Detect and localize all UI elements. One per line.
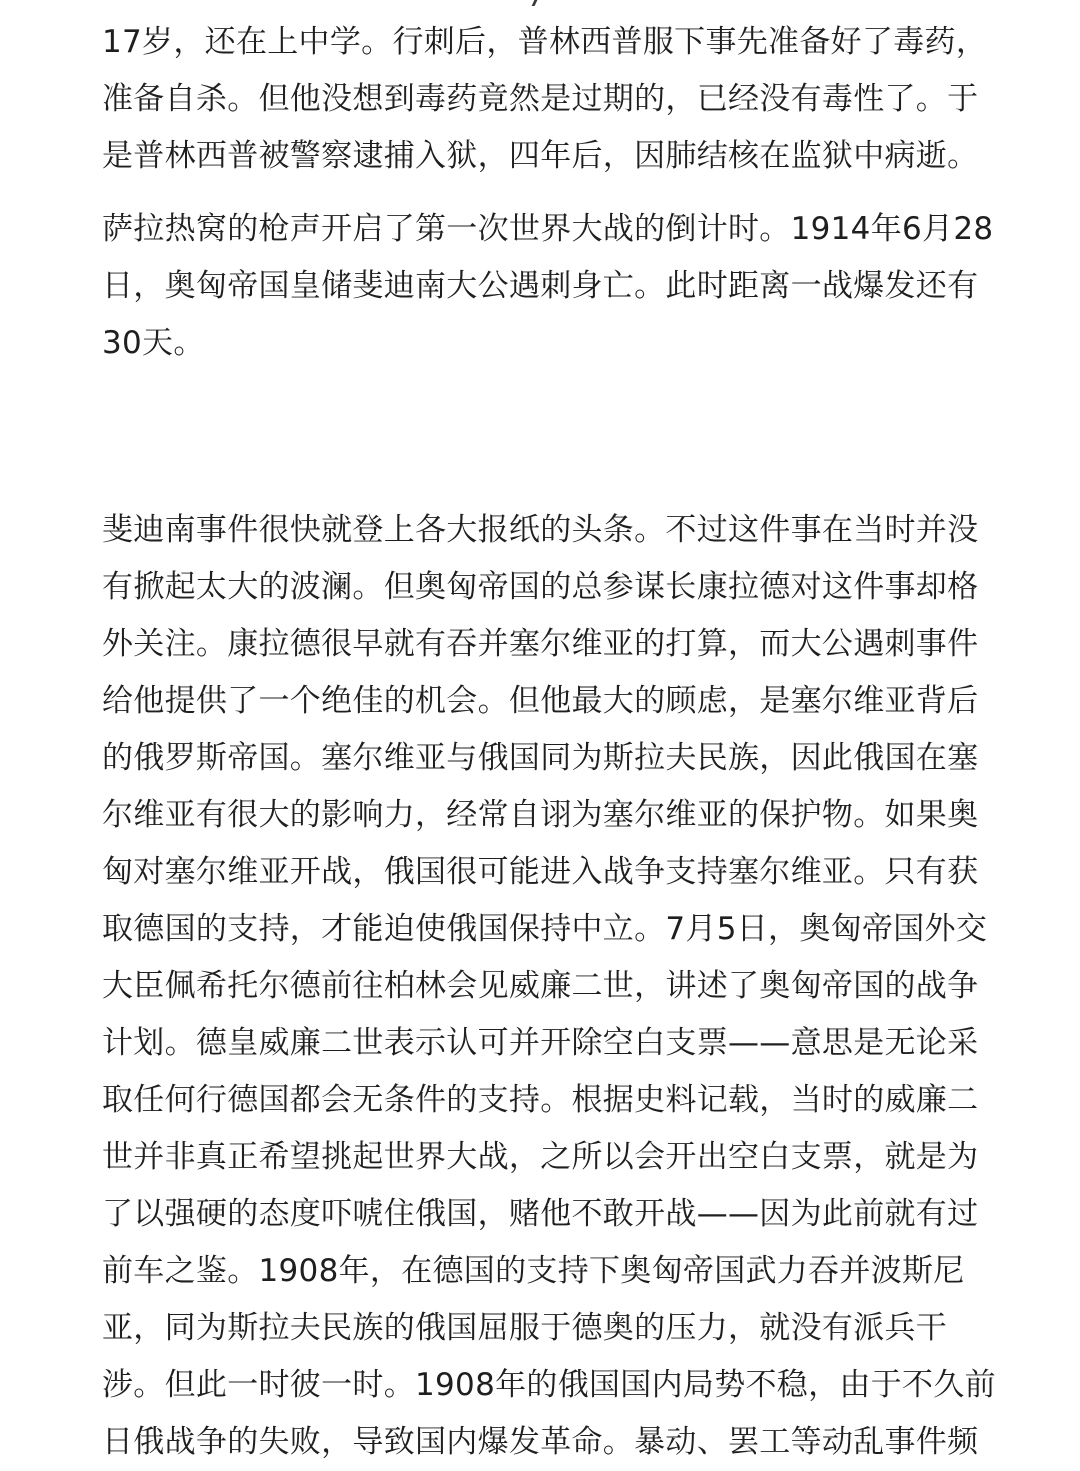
- text-line: 涉。但此一时彼一时。1908年的俄国国内局势不稳，由于不久前: [102, 1367, 996, 1403]
- text-line: 30天。: [102, 325, 205, 361]
- text-line: 了以强硬的态度吓唬住俄国，赌他不敢开战——因为此前就有过: [102, 1196, 979, 1232]
- text-line: 取德国的支持，才能迫使俄国保持中立。7月5日，奥匈帝国外交: [102, 911, 988, 947]
- text-line: 给他提供了一个绝佳的机会。但他最大的顾虑，是塞尔维亚背后: [102, 683, 979, 719]
- text-line: 世并非真正希望挑起世界大战，之所以会开出空白支票，就是为: [102, 1139, 979, 1175]
- text-line: 日，奥匈帝国皇储斐迪南大公遇刺身亡。此时距离一战爆发还有: [102, 268, 979, 304]
- text-line: 尔维亚有很大的影响力，经常自诩为塞尔维亚的保护物。如果奥: [102, 797, 979, 833]
- text-line: 前车之鉴。1908年，在德国的支持下奥匈帝国武力吞并波斯尼: [102, 1253, 965, 1289]
- text-line: 匈对塞尔维亚开战，俄国很可能进入战争支持塞尔维亚。只有获: [102, 854, 979, 890]
- clipped-glyph-fragment: [532, 0, 538, 6]
- text-line: 准备自杀。但他没想到毒药竟然是过期的，已经没有毒性了。于: [102, 81, 979, 117]
- paragraph-2: [102, 201, 994, 372]
- text-line: 17岁，还在上中学。行刺后，普林西普服下事先准备好了毒药，: [102, 24, 988, 60]
- paragraph-3: [102, 502, 996, 1471]
- text-line: 有掀起太大的波澜。但奥匈帝国的总参谋长康拉德对这件事却格: [102, 569, 979, 605]
- text-line: 的俄罗斯帝国。塞尔维亚与俄国同为斯拉夫民族，因此俄国在塞: [102, 740, 979, 776]
- text-line: 外关注。康拉德很早就有吞并塞尔维亚的打算，而大公遇刺事件: [102, 626, 979, 662]
- paragraph-1: [102, 14, 988, 185]
- text-line: 斐迪南事件很快就登上各大报纸的头条。不过这件事在当时并没: [102, 512, 979, 548]
- article-body: [102, 14, 996, 1471]
- text-line: 计划。德皇威廉二世表示认可并开除空白支票——意思是无论采: [102, 1025, 979, 1061]
- text-line: 取任何行德国都会无条件的支持。根据史料记载，当时的威廉二: [102, 1082, 979, 1118]
- text-line: 大臣佩希托尔德前往柏林会见威廉二世，讲述了奥匈帝国的战争: [102, 968, 979, 1004]
- text-line: 亚，同为斯拉夫民族的俄国屈服于德奥的压力，就没有派兵干: [102, 1310, 948, 1346]
- text-line: 萨拉热窝的枪声开启了第一次世界大战的倒计时。1914年6月28: [102, 211, 994, 247]
- text-line: 日俄战争的失败，导致国内爆发革命。暴动、罢工等动乱事件频: [102, 1424, 979, 1460]
- text-line: 是普林西普被警察逮捕入狱，四年后，因肺结核在监狱中病逝。: [102, 138, 979, 174]
